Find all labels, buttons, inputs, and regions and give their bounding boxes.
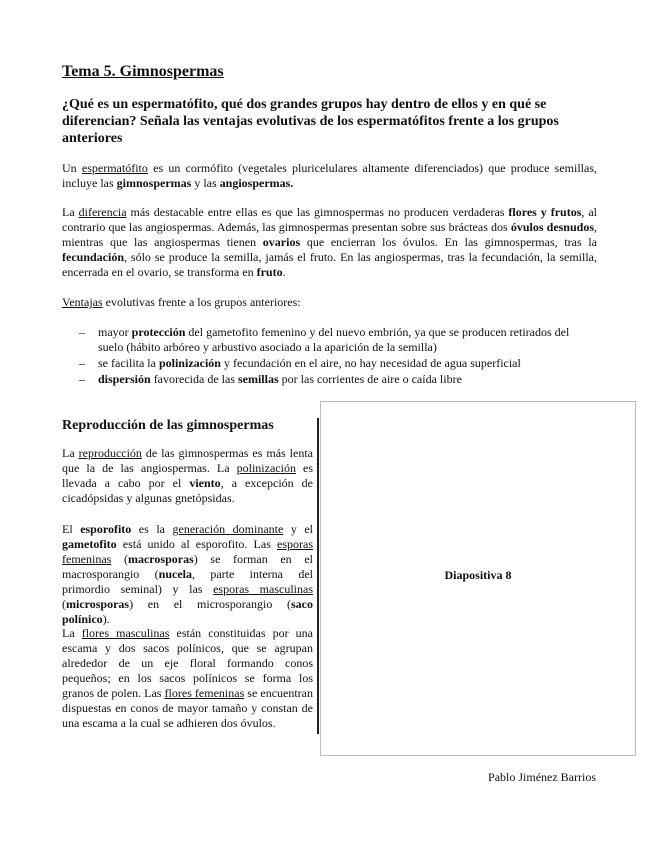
section-heading-reproduction: Reproducción de las gimnospermas (62, 418, 274, 433)
paragraph-difference: La diferencia más destacable entre ellas es que las gimnospermas no producen verdaderas flores y frutos, al contrario que las angiospermas. Además, las gimnospermas presentan sobre sus brácteas dos óvulos desnudos, mientras que las angiospermas tienen ovarios que encierran los óvulos. En las gimnospermas, tras la fecundación, sólo se produce la semilla, jamás el fruto. En las angiospermas, tras la fecundación, la semilla, encerrada en el ovario, se transforma en fruto. (62, 205, 598, 279)
term-ventajas: Ventajas (62, 295, 103, 309)
advantages-list (62, 325, 597, 388)
dash-bullet: – (79, 356, 85, 370)
slide-placeholder (320, 401, 636, 756)
author-footer: Pablo Jiménez Barrios (488, 770, 596, 784)
list-item: – se facilita la polinización y fecundación en el aire, no hay necesidad de agua superficial (79, 356, 521, 370)
term-diferencia: diferencia (78, 205, 127, 219)
paragraph-advantages: Ventajas evolutivas frente a los grupos anteriores: (62, 295, 301, 309)
paragraph-sporophyte: El esporofito es la generación dominante y el gametofito está unido al esporofito. Las esporas femeninas (macrosporas) se forman en el macrosporangio (nucela, parte interna del primordio seminal) y las esporas masculinas (microsporas) en el microsporangio (saco polínico). (62, 522, 313, 626)
dash-bullet: – (79, 372, 85, 386)
column-divider (317, 418, 319, 734)
question-heading: ¿Qué es un espermatófito, qué dos grandes grupos hay dentro de ellos y en qué se diferencian? Señala las ventajas evolutivas de los espermatófitos frente a los grupos anteriores (62, 97, 559, 146)
term-espermatofito: espermatófito (81, 161, 148, 175)
list-item: – dispersión favorecida de las semillas por las corrientes de aire o caída libre (79, 372, 462, 386)
slide-label: Diapositiva 8 (444, 568, 512, 582)
paragraph-definition: Un espermatófito es un cormófito (vegetales pluricelulares altamente diferenciados) que produce semillas, incluye las gimnospermas y las angiospermas. (62, 161, 597, 190)
paragraph-reproduction: La reproducción de las gimnospermas es más lenta que la de las angiospermas. La polinización es llevada a cabo por el viento, a excepción de cicadópsidas y algunas gnetópsidas. (62, 446, 314, 505)
paragraph-flowers: La flores masculinas están constituidas por una escama y dos sacos polínicos, que se agrupan alrededor de un eje floral formando conos pequeños; en los sacos polínicos se forma los granos de polen. Las flores femeninas se encuentran dispuestas en conos de mayor tamaño y constan de una escama a la cual se adhieren dos óvulos. (62, 626, 313, 730)
dash-bullet: – (79, 325, 85, 339)
list-item: – mayor protección del gametofito femenino y del nuevo embrión, ya que se producen retirados del suelo (hábito arbóreo y arbustivo asociado a la aparición de la semilla) (79, 325, 570, 354)
document-title: Tema 5. Gimnospermas (62, 63, 224, 80)
